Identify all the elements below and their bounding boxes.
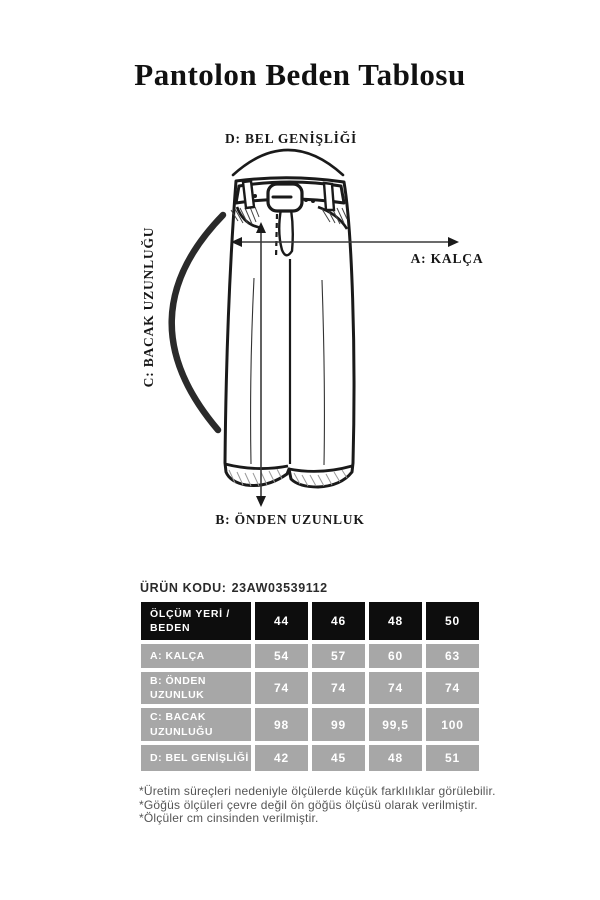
table-cell: 63 [426,644,479,668]
table-row-leg-length [141,708,479,740]
table-cell: 100 [426,708,479,740]
belt-end-strap [279,209,293,255]
label-front-length: B: ÖNDEN UZUNLUK [215,512,365,527]
table-cell: 54 [255,644,308,668]
row-label: A: KALÇA [141,644,251,668]
table-cell: 42 [255,745,308,771]
label-hip: A: KALÇA [410,251,484,266]
table-cell: 99,5 [369,708,422,740]
table-cell: 74 [255,672,308,704]
footnotes [139,785,496,826]
row-label: D: BEL GENİŞLİĞİ [141,745,251,771]
size-table [137,598,483,775]
table-corner-cell: ÖLÇÜM YERİ / BEDEN [141,602,251,640]
belt-hole [311,199,315,203]
table-cell: 45 [312,745,365,771]
footnote-line: *Ölçüler cm cinsinden verilmiştir. [139,811,319,825]
table-row-front-length [141,672,479,704]
table-cell: 74 [426,672,479,704]
front-length-arrowhead-bottom [256,496,266,507]
hip-arrowhead-right [448,237,459,247]
table-cell: 98 [255,708,308,740]
row-label: C: BACAK UZUNLUĞU [141,708,251,740]
leg-length-arc [172,215,223,430]
size-column-header: 46 [312,602,365,640]
table-cell: 74 [369,672,422,704]
product-code [140,581,328,595]
table-row-waist-width [141,745,479,771]
table-cell: 51 [426,745,479,771]
footnote-line: *Üretim süreçleri nedeniyle ölçülerde küçük farklılıklar görülebilir. [139,784,496,798]
product-code-value: 23AW03539112 [231,581,328,595]
pants-measurement-diagram [0,120,600,560]
footnote-line: *Göğüs ölçüleri çevre değil ön göğüs ölçüsü olarak verilmiştir. [139,797,478,812]
row-label: B: ÖNDEN UZUNLUK [141,672,251,704]
table-cell: 48 [369,745,422,771]
table-cell: 60 [369,644,422,668]
label-leg-length: C: BACAK UZUNLUĞU [141,226,156,388]
table-row-hip [141,644,479,668]
table-cell: 99 [312,708,365,740]
size-column-header: 44 [255,602,308,640]
belt-hole [253,194,257,198]
product-code-label: ÜRÜN KODU: [140,581,227,595]
size-table-header-row [141,602,479,640]
waist-arc [233,150,343,175]
size-column-header: 48 [369,602,422,640]
table-cell: 74 [312,672,365,704]
page-title: Pantolon Beden Tablosu [134,57,466,92]
right-belt-loop [324,183,334,210]
belt-hole [304,198,308,202]
label-waist-width: D: BEL GENİŞLİĞİ [224,131,358,146]
left-belt-loop [243,181,254,208]
table-cell: 57 [312,644,365,668]
size-column-header: 50 [426,602,479,640]
